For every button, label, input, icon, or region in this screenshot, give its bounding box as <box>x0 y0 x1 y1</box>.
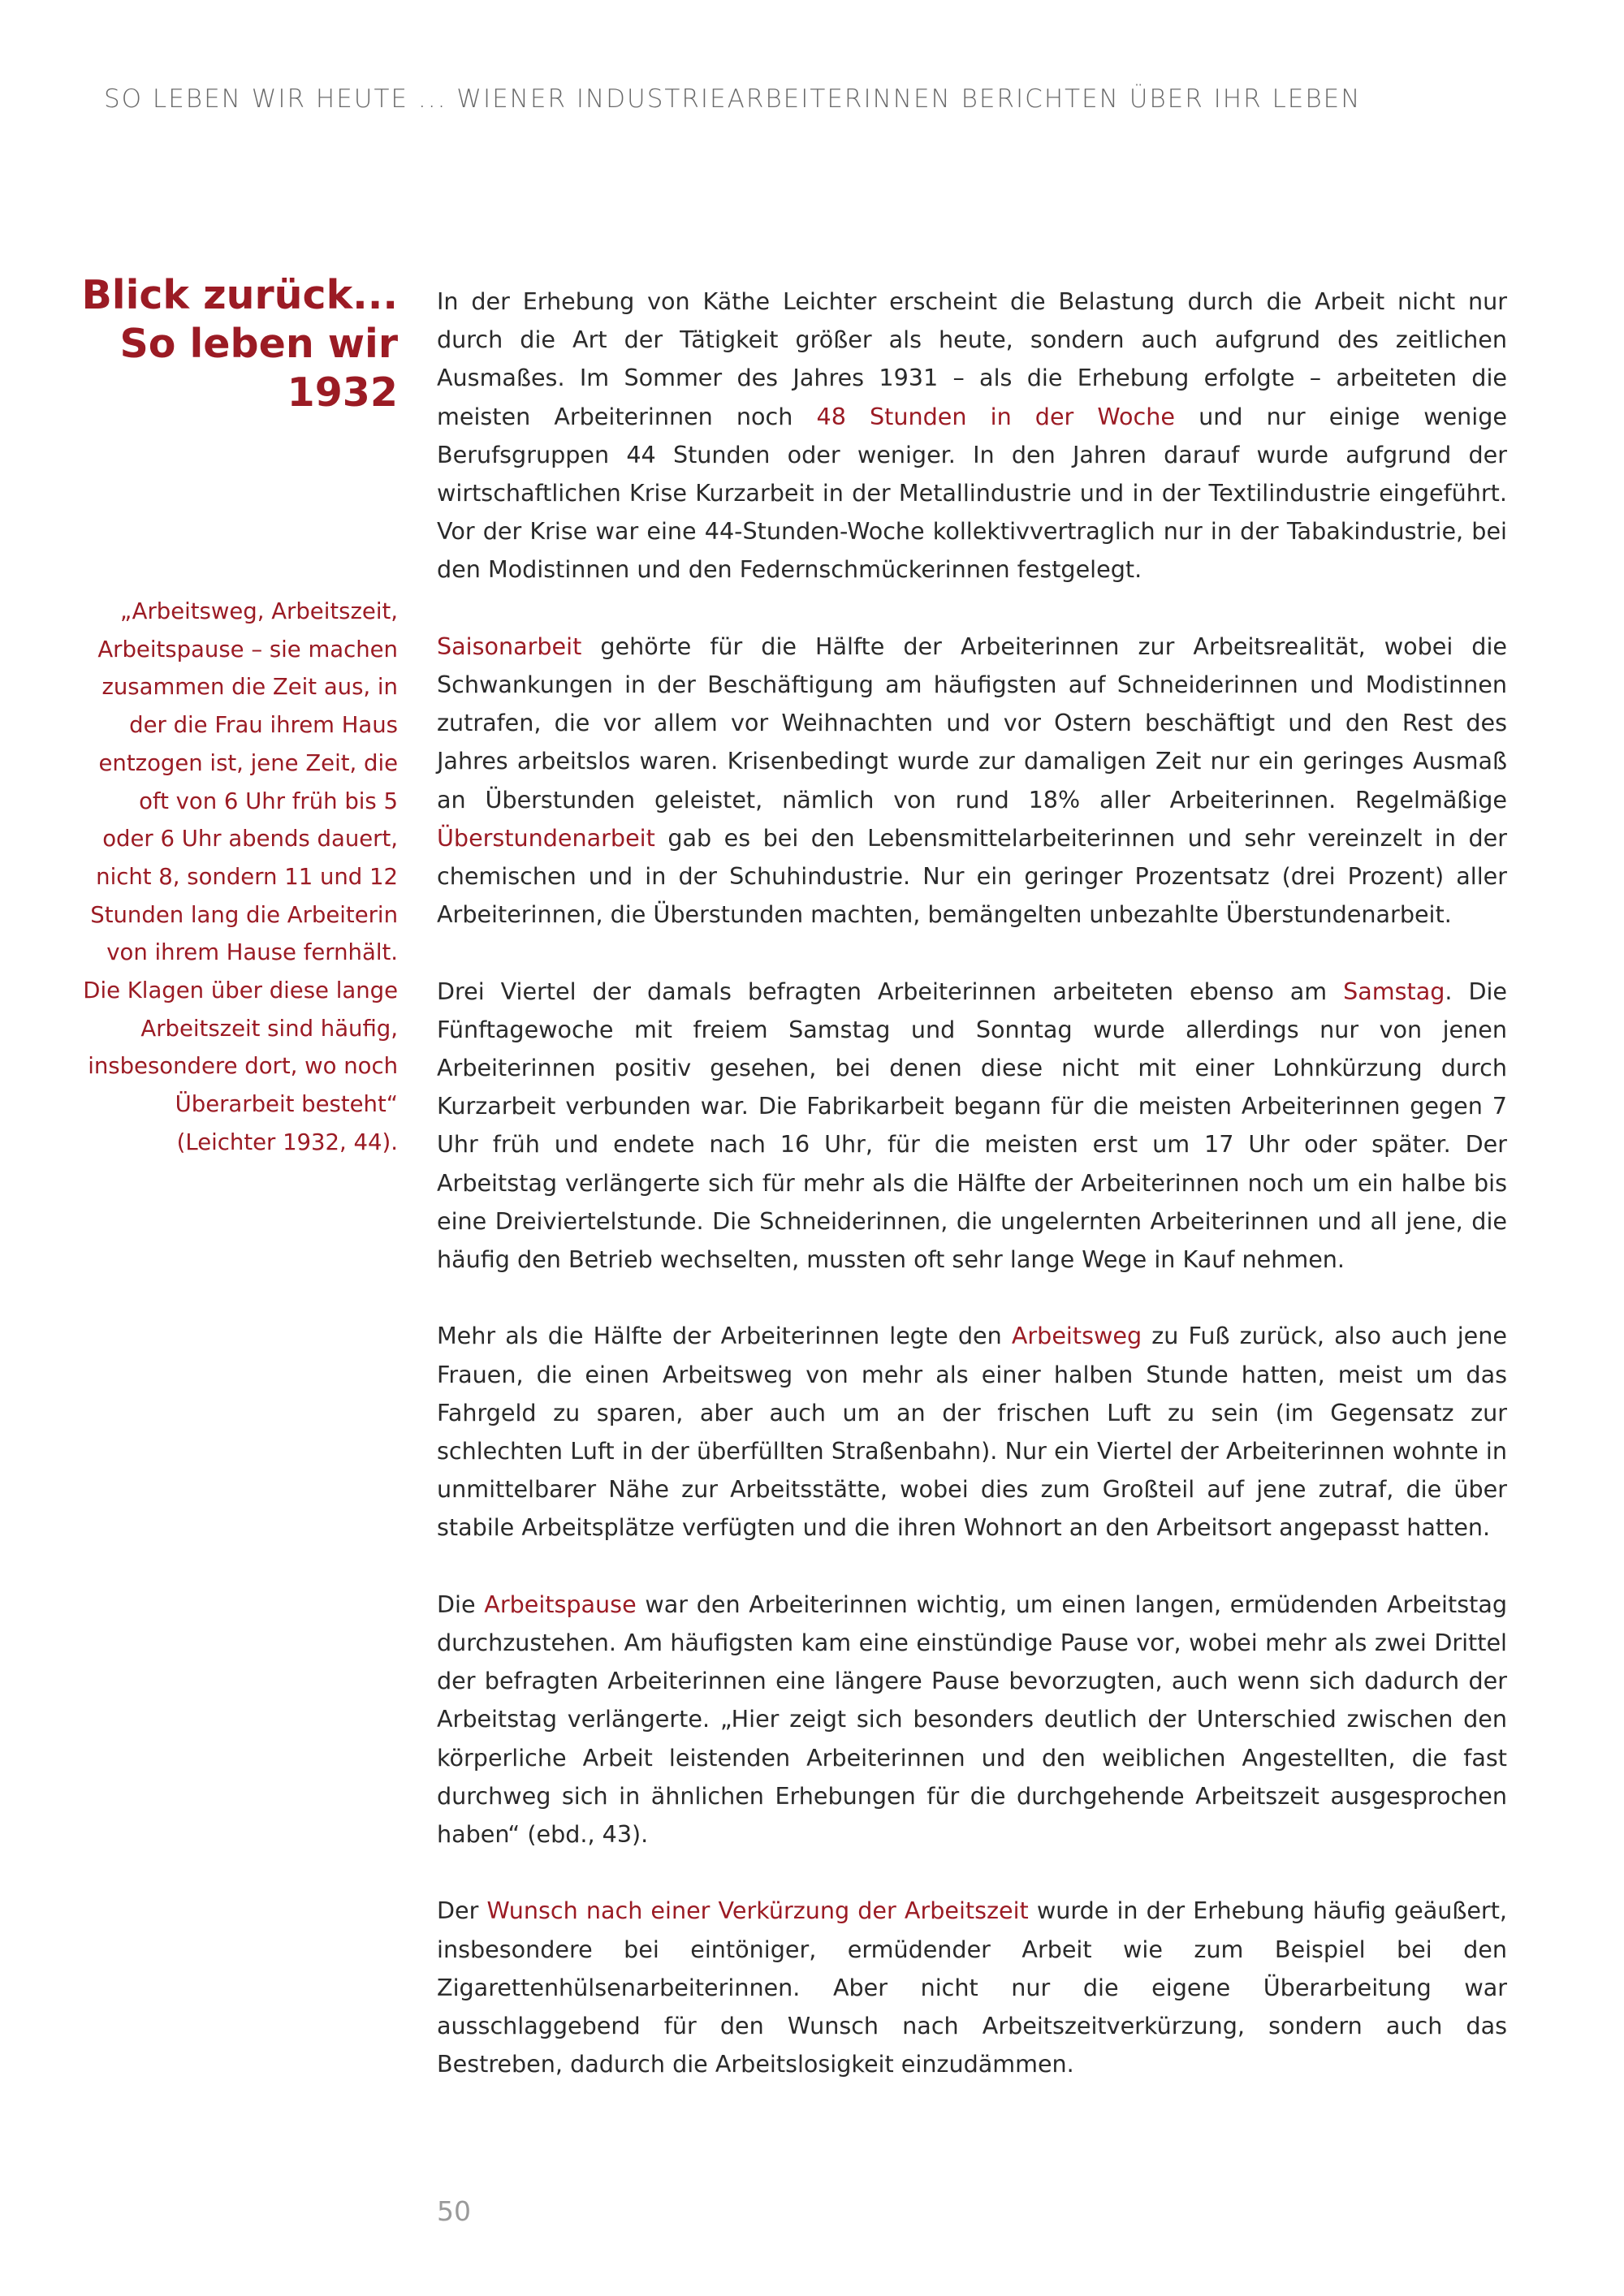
section-title <box>81 271 398 417</box>
text-run: zu Fuß zurück, also auch jene Frauen, die einen Arbeitsweg von mehr als einer halben Stunde hatten, meist um das Fahrgeld zu sparen, aber auch um an der frischen Luft zu sein (im Gegensatz zur schlechten Luft in der überfüllten Straßenbahn). Nur ein Viertel der Arbeiterinnen wohnte in unmittelbarer Nähe zur Arbeitsstätte, wobei dies zum Großteil auf jene zutraf, die über stabile Arbeitsplätze verfügten und die ihren Wohnort an den Arbeitsort angepasst hatten. <box>437 1322 1507 1542</box>
section-title-line: 1932 <box>287 369 398 416</box>
body-paragraph <box>437 973 1507 1280</box>
highlight-term: Überstundenarbeit <box>437 823 655 852</box>
highlight-term: Samstag <box>1343 977 1445 1005</box>
body-paragraph <box>437 283 1507 589</box>
text-run: In der Erhebung von Käthe Leichter erscheint die Belastung durch die Arbeit nicht nur durch die Art der Tätigkeit größer als heute, sondern auch aufgrund des zeitlichen Ausmaßes. Im Sommer des Jahres 1931 – als die Erhebung erfolgte – arbeiteten die meisten Arbeiterinnen noch <box>437 287 1507 430</box>
page-number: 50 <box>437 2195 471 2227</box>
pull-quote <box>81 593 398 1162</box>
body-paragraph <box>437 1586 1507 1854</box>
text-run: gehörte für die Hälfte der Arbeiterinnen zur Arbeitsrealität, wobei die Schwankungen in der Beschäftigung am häufigsten auf Schneiderinnen und Modistinnen zutrafen, die vor allem vor Weihnachten und vor Ostern beschäftigt und den Rest des Jahres arbeitslos waren. Krisenbedingt wurde zur damaligen Zeit nur ein geringes Ausmaß an Überstunden geleistet, nämlich von rund 18% aller Arbeiterinnen. Regelmäßige <box>437 632 1507 814</box>
pull-quote-text: „Arbeitsweg, Arbeitszeit, Arbeitspause – sie machen zusammen die Zeit aus, in der die Frau ihrem Haus entzogen ist, jene Zeit, die oft von 6 Uhr früh bis 5 oder 6 Uhr abends dauert, nicht 8, sondern 11 und 12 Stunden lang die Arbeiterin von ihrem Hause fernhält. Die Klagen über diese lange Arbeitszeit sind häufig, insbesondere dort, wo noch Überarbeit besteht“ <box>83 598 398 1118</box>
highlight-term: 48 Stunden in der Woche <box>816 402 1175 430</box>
text-run: war den Arbeiterinnen wichtig, um einen langen, ermüdenden Arbeitstag durchzustehen. Am häufigsten kam eine einstündige Pause vor, wobei mehr als zwei Drittel der befragten Arbeiterinnen eine längere Pause bevorzugten, auch wenn sich dadurch der Arbeitstag verlängerte. „Hier zeigt sich besonders deutlich der Unterschied zwischen den körperliche Arbeit leistenden Arbeiterinnen und den weiblichen Angestellten, die fast durchweg sich in ähnlichen Erhebungen für die durchgehende Arbeitszeit ausgesprochen haben“ (ebd., 43). <box>437 1590 1507 1849</box>
body-paragraph <box>437 1317 1507 1547</box>
section-title-line: Blick zurück... <box>81 272 398 318</box>
text-run: Drei Viertel der damals befragten Arbeiterinnen arbeiteten ebenso am <box>437 977 1344 1005</box>
highlight-term: Arbeitsweg <box>1011 1322 1142 1350</box>
running-header: SO LEBEN WIR HEUTE ... WIENER INDUSTRIEARBEITERINNEN BERICHTEN ÜBER IHR LEBEN <box>104 84 1362 114</box>
body-paragraph <box>437 1892 1507 2083</box>
section-title-line: So leben wir <box>119 321 398 367</box>
body-paragraph <box>437 628 1507 934</box>
text-run: Mehr als die Hälfte der Arbeiterinnen legte den <box>437 1322 1012 1350</box>
pull-quote-source: (Leichter 1932, 44). <box>176 1129 398 1155</box>
text-run: wurde in der Erhebung häufig geäußert, insbesondere bei eintöniger, ermüdender Arbeit wie zum Beispiel bei den Zigarettenhülsenarbeiterinnen. Aber nicht nur die eigene Überarbeitung war ausschlaggebend für den Wunsch nach Arbeitszeitverkürzung, sondern auch das Bestreben, dadurch die Arbeitslosigkeit einzudämmen. <box>437 1897 1507 2078</box>
highlight-term: Arbeitspause <box>484 1590 637 1618</box>
highlight-term: Wunsch nach einer Verkürzung der Arbeitszeit <box>486 1897 1029 1925</box>
main-text <box>437 283 1507 2122</box>
text-run: Die <box>437 1590 485 1618</box>
text-run: Der <box>437 1897 487 1925</box>
text-run: und nur einige wenige Berufsgruppen 44 Stunden oder weniger. In den Jahren darauf wurde aufgrund der wirtschaftlichen Krise Kurzarbeit in der Metallindustrie und in der Textilindustrie eingeführt. Vor der Krise war eine 44-Stunden-Woche kollektivvertraglich nur in der Tabakindustrie, bei den Modistinnen und den Federnschmückerinnen festgelegt. <box>437 402 1507 584</box>
text-run: . Die Fünftagewoche mit freiem Samstag und Sonntag wurde allerdings nur von jenen Arbeiterinnen positiv gesehen, bei denen diese nicht mit einer Lohnkürzung durch Kurzarbeit verbunden war. Die Fabrikarbeit begann für die meisten Arbeiterinnen gegen 7 Uhr früh und endete nach 16 Uhr, für die meisten erst um 17 Uhr oder später. Der Arbeitstag verlängerte sich für mehr als die Hälfte der Arbeiterinnen noch um ein halbe bis eine Dreiviertelstunde. Die Schneiderinnen, die ungelernten Arbeiterinnen und all jene, die häufig den Betrieb wechselten, mussten oft sehr lange Wege in Kauf nehmen. <box>437 977 1507 1274</box>
highlight-term: Saisonarbeit <box>437 632 582 660</box>
text-run: gab es bei den Lebensmittelarbeiterinnen und sehr vereinzelt in der chemischen und in der Schuhindustrie. Nur ein geringer Prozentsatz (drei Prozent) aller Arbeiterinnen, die Überstunden machten, bemängelten unbezahlte Überstundenarbeit. <box>437 823 1507 929</box>
